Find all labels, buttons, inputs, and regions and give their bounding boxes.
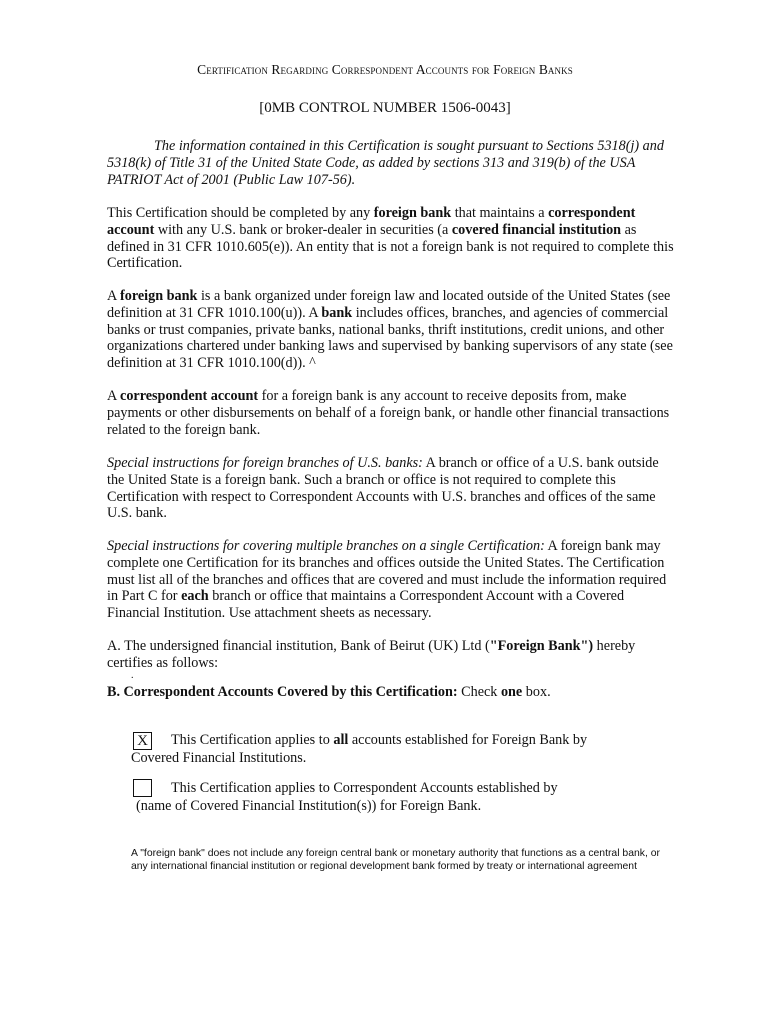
checkbox-specific-institutions[interactable] [133,779,152,797]
text: A. The undersigned financial institution, Bank of Beirut (UK) Ltd ( [107,638,490,654]
option-specific-institutions [131,779,651,815]
text: for a foreign bank is any account to receive deposits from, make payments or other disbursements on behalf of a foreign bank, or handle other financial transactions related to the foreign bank. [107,388,670,438]
text: A branch or office of a U.S. bank outside the United State is a foreign bank. Such a branch or office is not required to complete this Certification with respect to Correspondent Accounts with U.S. branches and offices of the same U.S. bank. [107,455,659,522]
bold-term: foreign bank [120,288,198,304]
paragraph-correspondent-account-definition [107,388,677,438]
section-a-statement [107,638,677,672]
bold-term: all [333,732,349,748]
text: hereby certifies as follows: [107,638,636,671]
text: that maintains a [451,205,549,221]
italic-heading: Special instructions for foreign branches of U.S. banks: [107,455,423,471]
intro-paragraph [107,138,677,188]
text: A [107,288,121,304]
bold-term: correspondent account [120,388,259,404]
option-label-line2: Covered Financial Institutions. [131,750,307,766]
text: box. [522,684,551,700]
text: branch or office that maintains a Correspondent Account with a Covered Financial Institution. Use attachment sheets as necessary. [107,588,625,622]
section-heading: B. Correspondent Accounts Covered by this Certification: [107,684,458,700]
text: as defined in 31 CFR 1010.605(e)). An entity that is not a foreign bank is not required to complete this Certification. [107,221,674,272]
text: A [107,388,121,404]
bold-term: foreign bank [373,205,452,221]
paragraph-multiple-branches-instructions [107,538,677,622]
paragraph-who-completes [107,205,677,272]
bold-term: one [500,684,523,700]
italic-heading: Special instructions for covering multiple branches on a single Certification: [107,538,545,554]
paragraph-foreign-bank-definition [107,288,677,372]
paragraph-foreign-branches-instructions [107,455,677,522]
omb-control-number: [0MB CONTROL NUMBER 1506-0043] [259,100,511,116]
bold-term: "Foreign Bank") [489,638,594,654]
footnote: A "foreign bank" does not include any foreign central bank or monetary authority that functions as a central bank, or any international financial institution or regional development bank formed by treaty or international agreement [131,848,660,873]
bold-term: bank [321,304,353,321]
intro-text: The information contained in this Certification is sought pursuant to Sections 5318(j) and 5318(k) of Title 31 of the United State Code, as added by sections 313 and 319(b) of the USA PATRIOT Act of 2001 (Public Law 107-56). [107,138,664,188]
option-label-line2: (name of Covered Financial Institution(s)) for Foreign Bank. [136,798,482,814]
text: with any U.S. bank or broker-dealer in securities (a [154,221,452,238]
section-b-heading [107,684,677,701]
stray-dot: . [131,670,134,681]
text: This Certification applies to [171,732,334,748]
text: This Certification should be completed by any [107,205,374,221]
option-label: This Certification applies to Correspondent Accounts established by [171,780,558,796]
text: is a bank organized under foreign law and located outside of the United States (see definition at 31 CFR 1010.100(u)). A [107,288,671,321]
document-title: Certification Regarding Correspondent Accounts for Foreign Banks [197,62,573,77]
text: accounts established for Foreign Bank by [348,732,588,748]
bold-term: covered financial institution [451,221,622,238]
bold-term: each [181,588,209,605]
text: Check [457,684,501,700]
text: includes offices, branches, and agencies of commercial banks or trust companies, private banks, national banks, thrift institutions, credit unions, and other organizations chartered under banking laws and supervised by banking supervisors of any state (see definition at 31 CFR 1010.100(d)). ^ [107,304,673,372]
option-label [131,731,631,749]
bold-term: correspondent account [107,205,636,238]
option-all-accounts [131,731,631,767]
checkbox-all-accounts[interactable]: X [133,732,152,750]
text: A foreign bank may complete one Certification for its branches and offices outside the United States. The Certification must list all of the branches and offices that are covered and must include the information required in Part C for [107,538,667,605]
